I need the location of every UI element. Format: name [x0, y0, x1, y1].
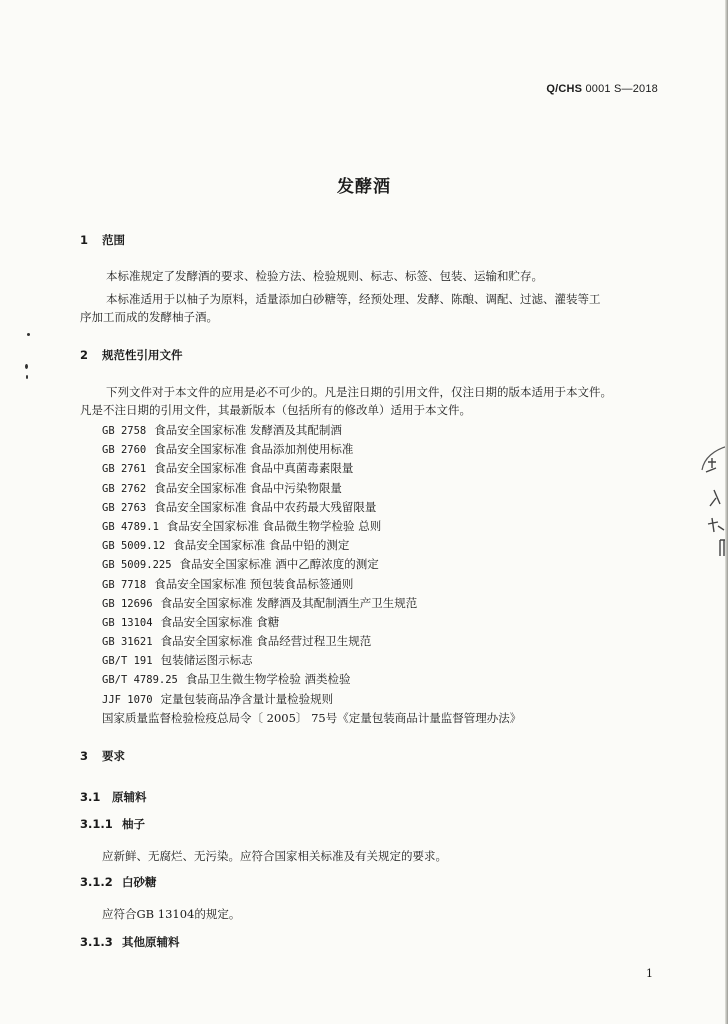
section-3-1-3-heading [80, 934, 180, 950]
section-number: 1 [80, 233, 89, 247]
section-1-heading [80, 232, 125, 248]
standard-code-number: 0001 S—2018 [582, 83, 658, 95]
section-number: 3.1.2 [80, 875, 113, 889]
reference-item [102, 499, 521, 518]
scan-speck [27, 333, 30, 336]
reference-code: GB 4789.1 [102, 520, 159, 533]
reference-item [102, 652, 521, 671]
reference-name: 食品安全国家标准 酒中乙醇浓度的测定 [179, 557, 379, 572]
reference-code: GB 13104 [102, 616, 153, 629]
reference-code: JJF 1070 [102, 693, 153, 706]
reference-code: GB/T 4789.25 [102, 674, 178, 687]
section-title: 原辅料 [112, 790, 147, 804]
document-title: 发酵酒 [337, 177, 391, 197]
reference-item [102, 422, 521, 441]
scan-speck [25, 364, 28, 369]
reference-name: 国家质量监督检验检疫总局令〔 2005〕 75号《定量包装商品计量监督管理办法》 [102, 710, 522, 725]
reference-item [102, 537, 521, 556]
reference-name: 食品卫生微生物学检验 酒类检验 [185, 672, 351, 687]
reference-name: 食品安全国家标准 食品添加剂使用标准 [154, 442, 354, 457]
reference-item [102, 480, 521, 499]
reference-name: 食品安全国家标准 食品微生物学检验 总则 [166, 518, 382, 533]
reference-code: GB 2760 [102, 444, 147, 457]
section-title: 要求 [102, 749, 125, 763]
section-title: 规范性引用文件 [102, 348, 183, 362]
reference-name: 食品安全国家标准 食品中污染物限量 [154, 480, 342, 495]
reference-name: 食品安全国家标准 食品中铅的测定 [173, 538, 350, 553]
reference-name: 包装储运图示标志 [160, 653, 253, 668]
reference-name: 定量包装商品净含量计量检验规则 [160, 691, 334, 706]
reference-code: GB 5009.225 [102, 559, 172, 572]
sugar-requirement-text: 应符合GB 13104的规定。 [102, 907, 241, 921]
reference-code: GB/T 191 [102, 655, 153, 668]
page-number: 1 [646, 967, 653, 980]
section-title: 范围 [102, 233, 125, 247]
reference-item [102, 614, 521, 633]
reference-item [102, 460, 521, 479]
reference-item [102, 595, 521, 614]
pomelo-requirement-text: 应新鲜、无腐烂、无污染。应符合国家相关标准及有关规定的要求。 [102, 849, 447, 863]
section-2-heading [80, 347, 183, 363]
section-title: 柚子 [122, 817, 145, 831]
seal-fragment-icon [694, 440, 728, 560]
standard-code [546, 83, 658, 95]
section-number: 3.1.1 [80, 817, 113, 831]
section-number: 2 [80, 348, 89, 362]
reference-code: GB 2762 [102, 482, 147, 495]
reference-name: 食品安全国家标准 食品中真菌毒素限量 [154, 461, 354, 476]
reference-name: 食品安全国家标准 食糖 [160, 614, 280, 629]
section-title: 其他原辅料 [122, 935, 180, 949]
reference-code: GB 31621 [102, 636, 153, 649]
reference-item [102, 691, 521, 710]
section-number: 3 [80, 749, 89, 763]
reference-item [102, 441, 521, 460]
standard-code-prefix: Q/CHS [546, 83, 583, 95]
reference-item [102, 518, 521, 537]
reference-code: GB 2761 [102, 463, 147, 476]
reference-code: GB 2758 [102, 425, 147, 437]
reference-name: 食品安全国家标准 发酵酒及其配制酒生产卫生规范 [160, 595, 418, 610]
reference-code: GB 12696 [102, 597, 153, 610]
reference-item [102, 576, 521, 595]
normative-references-list [102, 422, 521, 729]
section-number: 3.1.3 [80, 935, 113, 949]
scope-paragraph-2-line-1: 本标准适用于以柚子为原料，适量添加白砂糖等，经预处理、发酵、陈酿、调配、过滤、灌装等工 [106, 292, 601, 306]
section-number: 3.1 [80, 790, 101, 804]
reference-name: 食品安全国家标准 食品中农药最大残留限量 [154, 499, 377, 514]
reference-code: GB 5009.12 [102, 540, 166, 553]
references-intro-line-1: 下列文件对于本文件的应用是必不可少的。凡是注日期的引用文件，仅注日期的版本适用于本文件。 [106, 385, 612, 399]
reference-item [102, 671, 521, 690]
section-3-1-1-heading [80, 816, 145, 832]
section-3-heading [80, 748, 125, 764]
section-3-1-2-heading [80, 874, 157, 890]
reference-item [102, 556, 521, 575]
scope-paragraph-2-line-2: 序加工而成的发酵柚子酒。 [80, 310, 218, 324]
reference-item [102, 633, 521, 652]
reference-code: GB 2763 [102, 501, 147, 514]
section-3-1-heading [80, 789, 147, 805]
section-title: 白砂糖 [122, 875, 157, 889]
reference-item [102, 710, 521, 729]
scan-speck [26, 375, 28, 379]
references-intro-line-2: 凡是不注日期的引用文件，其最新版本（包括所有的修改单）适用于本文件。 [80, 403, 471, 417]
reference-name: 食品安全国家标准 发酵酒及其配制酒 [154, 423, 342, 437]
reference-name: 食品安全国家标准 预包装食品标签通则 [154, 576, 354, 591]
reference-code: GB 7718 [102, 578, 147, 591]
scope-paragraph-1: 本标准规定了发酵酒的要求、检验方法、检验规则、标志、标签、包装、运输和贮存。 [106, 269, 543, 283]
reference-name: 食品安全国家标准 食品经营过程卫生规范 [160, 634, 372, 649]
